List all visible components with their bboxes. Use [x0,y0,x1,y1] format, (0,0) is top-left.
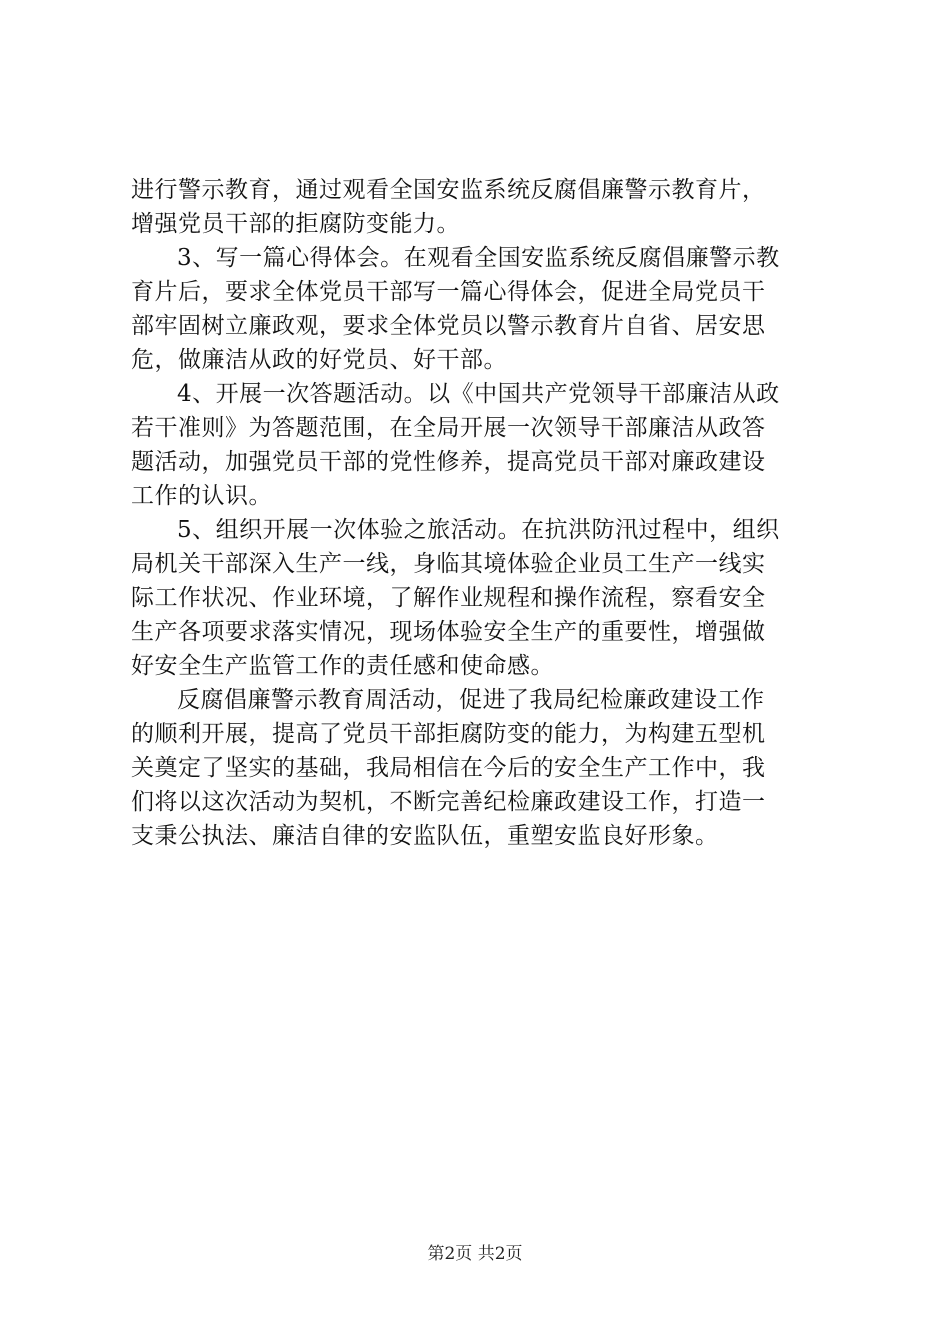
text-line: 4、开展一次答题活动。以《中国共产党领导干部廉洁从政 [177,381,780,407]
text-line: 好安全生产监管工作的责任感和使命感。 [131,653,554,679]
text-line: 支秉公执法、廉洁自律的安监队伍，重塑安监良好形象。 [131,823,719,849]
text-line: 若干准则》为答题范围，在全局开展一次领导干部廉洁从政答 [131,415,766,441]
text-line: 3、写一篇心得体会。在观看全国安监系统反腐倡廉警示教 [177,245,780,271]
text-line: 们将以这次活动为契机，不断完善纪检廉政建设工作，打造一 [131,789,766,815]
text-line: 关奠定了坚实的基础，我局相信在今后的安全生产工作中，我 [131,755,766,781]
text-line: 际工作状况、作业环境，了解作业规程和操作流程，察看安全 [131,585,766,611]
text-line: 部牢固树立廉政观，要求全体党员以警示教育片自省、居安思 [131,313,766,339]
text-line: 生产各项要求落实情况，现场体验安全生产的重要性，增强做 [131,619,766,645]
text-line: 危，做廉洁从政的好党员、好干部。 [131,347,507,373]
text-line: 局机关干部深入生产一线，身临其境体验企业员工生产一线实 [131,551,766,577]
text-line: 反腐倡廉警示教育周活动，促进了我局纪检廉政建设工作 [177,687,765,713]
text-line: 题活动，加强党员干部的党性修养，提高党员干部对廉政建设 [131,449,766,475]
text-line: 进行警示教育，通过观看全国安监系统反腐倡廉警示教育片， [131,177,766,203]
text-line: 增强党员干部的拒腐防变能力。 [131,211,460,237]
text-line: 工作的认识。 [131,483,272,509]
text-line: 5、组织开展一次体验之旅活动。在抗洪防汛过程中，组织 [177,517,780,543]
text-line: 育片后，要求全体党员干部写一篇心得体会，促进全局党员干 [131,279,766,305]
text-line: 的顺利开展，提高了党员干部拒腐防变的能力，为构建五型机 [131,721,766,747]
page-number-footer: 第2页 共2页 [427,1244,523,1264]
document-body [131,173,831,853]
